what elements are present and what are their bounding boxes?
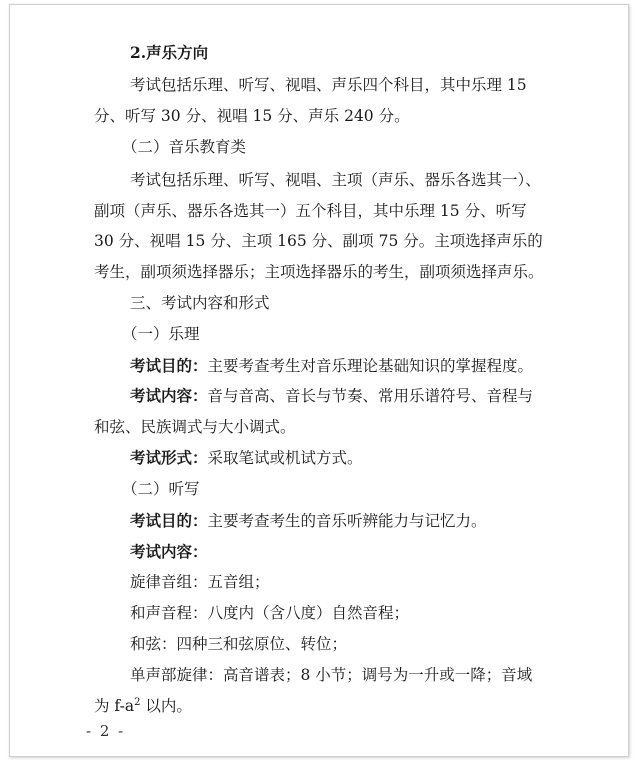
- superscript: 2: [134, 696, 141, 708]
- labeled-line: [130, 386, 533, 406]
- paragraph-line: 分、听写 30 分、视唱 15 分、声乐 240 分。: [94, 107, 410, 125]
- subsection-heading-dictation: （二）听写: [122, 480, 200, 498]
- field-value: 音与音高、音长与节奏、常用乐谱符号、音程与: [207, 387, 534, 405]
- range-text: 为 f-a: [94, 697, 135, 715]
- subsection-heading-theory: （一）乐理: [122, 325, 200, 343]
- section-heading-vocal: 2.声乐方向: [130, 43, 209, 62]
- range-text-after: 以内。: [140, 697, 192, 715]
- paragraph-line: 考试包括乐理、听写、视唱、主项（声乐、器乐各选其一）、: [130, 171, 541, 189]
- paragraph-line: 和弦、民族调式与大小调式。: [94, 418, 296, 436]
- subsection-heading-music-education: （二）音乐教育类: [122, 138, 247, 156]
- labeled-line: [130, 356, 533, 376]
- field-label: 考试目的：: [130, 511, 208, 530]
- field-label: 考试目的：: [130, 356, 208, 375]
- labeled-line: [130, 542, 208, 562]
- page-number: - 2 -: [86, 722, 126, 740]
- paragraph-line: 考试包括乐理、听写、视唱、声乐四个科目，其中乐理 15: [130, 76, 527, 94]
- paragraph-line: 考生，副项须选择器乐；主项选择器乐的考生，副项须选择声乐。: [94, 263, 544, 281]
- paragraph-line: 副项（声乐、器乐各选其一）五个科目，其中乐理 15 分、听写: [94, 202, 527, 220]
- field-value: 采取笔试或机试方式。: [207, 449, 363, 467]
- section-heading-exam-content: 三、考试内容和形式: [130, 294, 270, 312]
- field-label: 考试内容：: [130, 542, 208, 561]
- document-page: [9, 4, 629, 757]
- field-value: 主要考查考生的音乐听辨能力与记忆力。: [207, 512, 487, 530]
- field-value: 主要考查考生对音乐理论基础知识的掌握程度。: [207, 357, 534, 375]
- labeled-line: [130, 448, 363, 468]
- paragraph-line: 单声部旋律：高音谱表；8 小节；调号为一升或一降；音域: [130, 666, 533, 684]
- paragraph-line: [94, 696, 192, 716]
- paragraph-line: 30 分、视唱 15 分、主项 165 分、副项 75 分。主项选择声乐的: [94, 232, 543, 250]
- paragraph-line: 和弦：四种三和弦原位、转位；: [130, 635, 348, 653]
- field-label: 考试内容：: [130, 386, 208, 405]
- labeled-line: [130, 511, 487, 531]
- paragraph-line: 旋律音组：五音组；: [130, 573, 270, 591]
- paragraph-line: 和声音程：八度内（含八度）自然音程；: [130, 604, 410, 622]
- field-label: 考试形式：: [130, 448, 208, 467]
